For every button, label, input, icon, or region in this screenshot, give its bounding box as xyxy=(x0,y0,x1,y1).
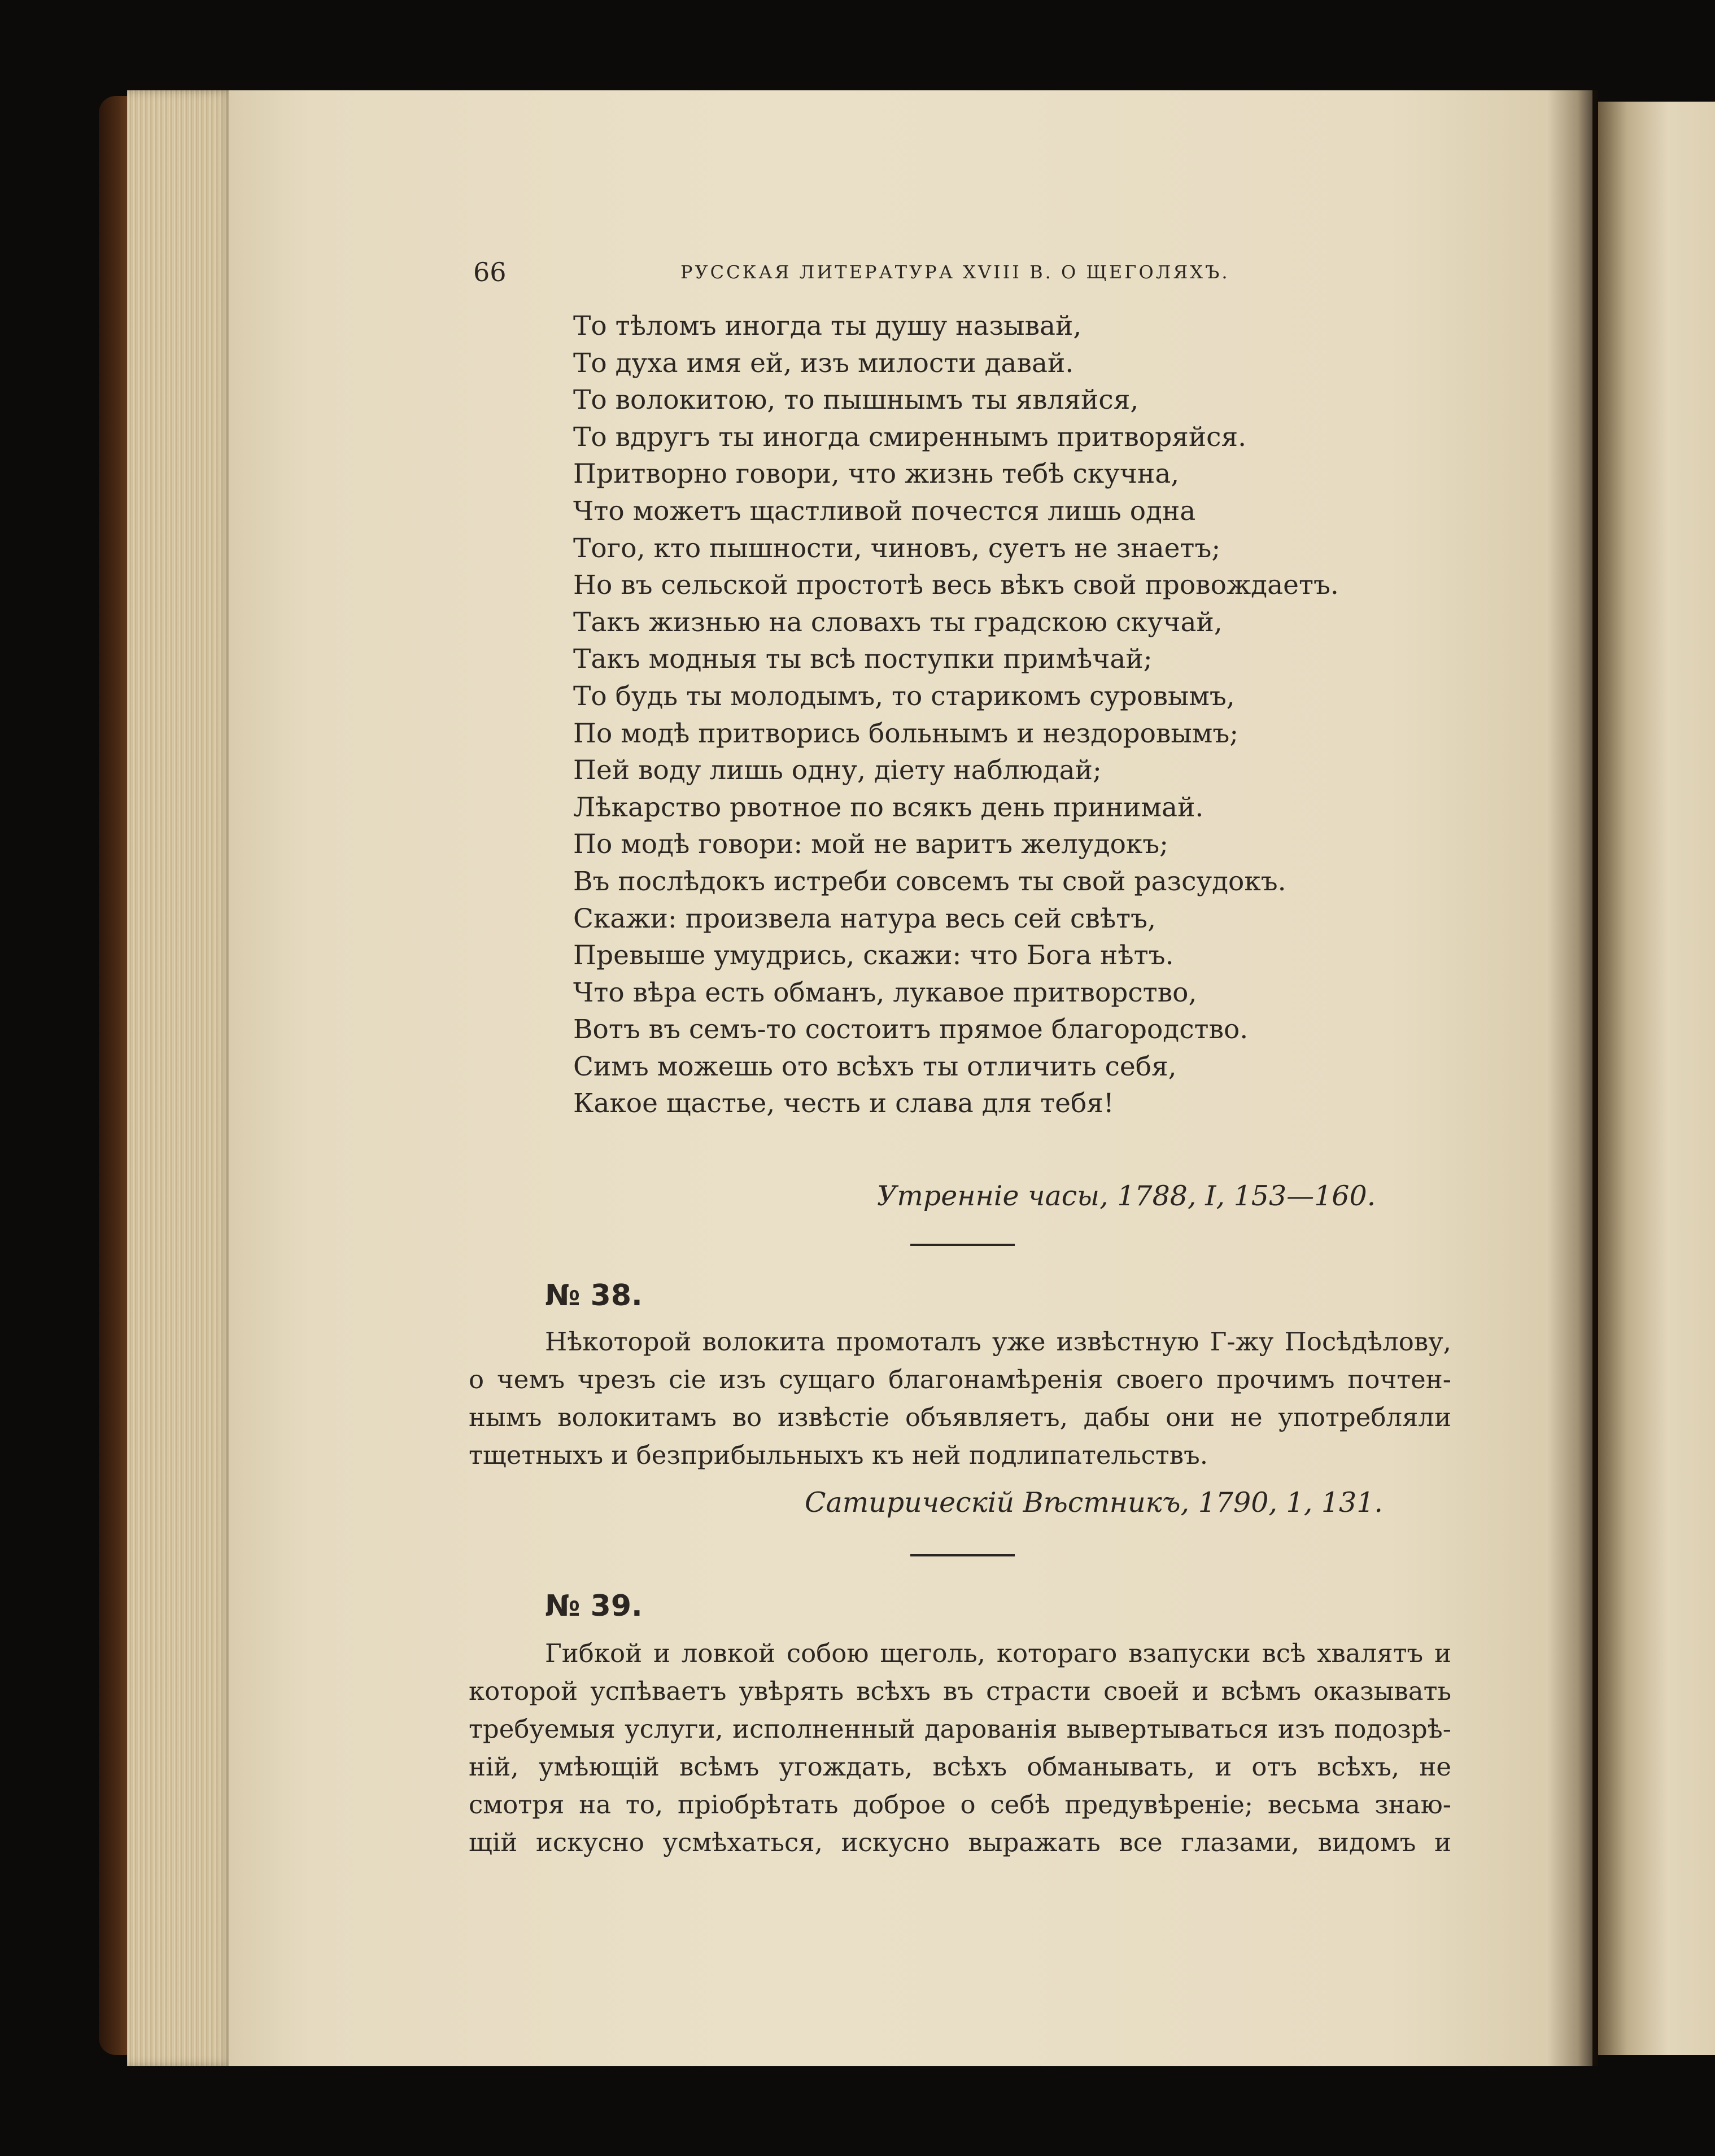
verse-line: Въ послѣдокъ истреби совсемъ ты свой разсудокъ. xyxy=(573,865,1286,897)
entry-number-39: № 39. xyxy=(545,1589,643,1623)
verse-line: Какое щастье, честь и слава для тебя! xyxy=(573,1088,1114,1119)
paragraph-line: ній, умѣющій всѣмъ угождать, всѣхъ обманывать, и отъ всѣхъ, не xyxy=(469,1752,1451,1782)
running-header xyxy=(0,257,1715,291)
entry-38-text xyxy=(469,1323,1451,1474)
verse-line: Такъ модныя ты всѣ поступки примѣчай; xyxy=(573,644,1153,675)
running-title: РУССКАЯ ЛИТЕРАТУРА XVIII В. О ЩЕГОЛЯХЪ. xyxy=(680,261,1230,283)
paragraph-line: Нѣкоторой волокита промоталъ уже извѣстную Г-жу Посѣдѣлову, xyxy=(545,1327,1451,1357)
verse-line: Что можетъ щастливой почестся лишь одна xyxy=(573,495,1196,527)
page-number: 66 xyxy=(473,257,507,287)
section-divider xyxy=(910,1244,1015,1246)
verse-line: То духа имя ей, изъ милости давай. xyxy=(573,347,1074,379)
entry-number-38: № 38. xyxy=(545,1279,643,1313)
verse-line: Симъ можешь ото всѣхъ ты отличить себя, xyxy=(573,1051,1177,1082)
section-divider xyxy=(910,1554,1015,1556)
page-gutter xyxy=(1547,90,1598,2066)
verse-line: Превыше умудрись, скажи: что Бога нѣтъ. xyxy=(573,940,1174,972)
paragraph-line: щій искусно усмѣхаться, искусно выражать все глазами, видомъ и xyxy=(469,1827,1451,1857)
paragraph-line: смотря на то, пріобрѣтать доброе о себѣ предувѣреніе; весьма знаю- xyxy=(469,1790,1451,1820)
verse-line: То вдругъ ты иногда смиреннымъ притворяйся. xyxy=(573,421,1247,453)
paragraph-line: тщетныхъ и безприбыльныхъ къ ней подлипательствъ. xyxy=(469,1440,1208,1470)
citation-source-1: Утренніе часы, 1788, I, 153—160. xyxy=(877,1180,1376,1212)
verse-line: То тѣломъ иногда ты душу называй, xyxy=(573,311,1082,342)
paragraph-line: о чемъ чрезъ сіе изъ сущаго благонамѣренія своего прочимъ почтен- xyxy=(469,1365,1451,1394)
verse-block xyxy=(573,308,1477,1122)
page-edges xyxy=(127,90,234,2066)
verse-line: Вотъ въ семъ-то состоитъ прямое благородство. xyxy=(573,1014,1249,1046)
verse-line: По модѣ говори: мой не варитъ желудокъ; xyxy=(573,829,1169,860)
verse-line: Скажи: произвела натура весь сей свѣтъ, xyxy=(573,903,1157,934)
verse-line: Такъ жизнью на словахъ ты градскою скучай, xyxy=(573,606,1223,638)
verse-line: Пей воду лишь одну, діету наблюдай; xyxy=(573,755,1102,786)
citation-source-2: Сатирическій Вѣстникъ, 1790, 1, 131. xyxy=(805,1486,1383,1519)
verse-line: Но въ сельской простотѣ весь вѣкъ свой провождаетъ. xyxy=(573,570,1339,601)
paragraph-line: требуемыя услуги, исполненный дарованія вывертываться изъ подозрѣ- xyxy=(469,1714,1451,1744)
verse-line: По модѣ притворись больнымъ и нездоровымъ; xyxy=(573,718,1239,749)
entry-39-text xyxy=(469,1634,1451,1861)
verse-line: То волокитою, то пышнымъ ты являйся, xyxy=(573,384,1139,416)
paragraph-line: нымъ волокитамъ во извѣстіе объявляетъ, дабы они не употребляли xyxy=(469,1402,1451,1432)
paragraph-line: Гибкой и ловкой собою щеголь, котораго взапуски всѣ хвалятъ и xyxy=(545,1638,1451,1668)
verse-line: Лѣкарство рвотное по всякъ день принимай. xyxy=(573,791,1204,823)
verse-line: Того, кто пышности, чиновъ, суетъ не знаетъ; xyxy=(573,532,1221,564)
verse-line: То будь ты молодымъ, то старикомъ суровымъ, xyxy=(573,680,1235,712)
verse-line: Притворно говори, что жизнь тебѣ скучна, xyxy=(573,458,1180,490)
facing-page xyxy=(1598,102,1715,2055)
verse-line: Что вѣра есть обманъ, лукавое притворство, xyxy=(573,977,1197,1008)
paragraph-line: которой успѣваетъ увѣрять всѣхъ въ страсти своей и всѣмъ оказывать xyxy=(469,1676,1451,1706)
